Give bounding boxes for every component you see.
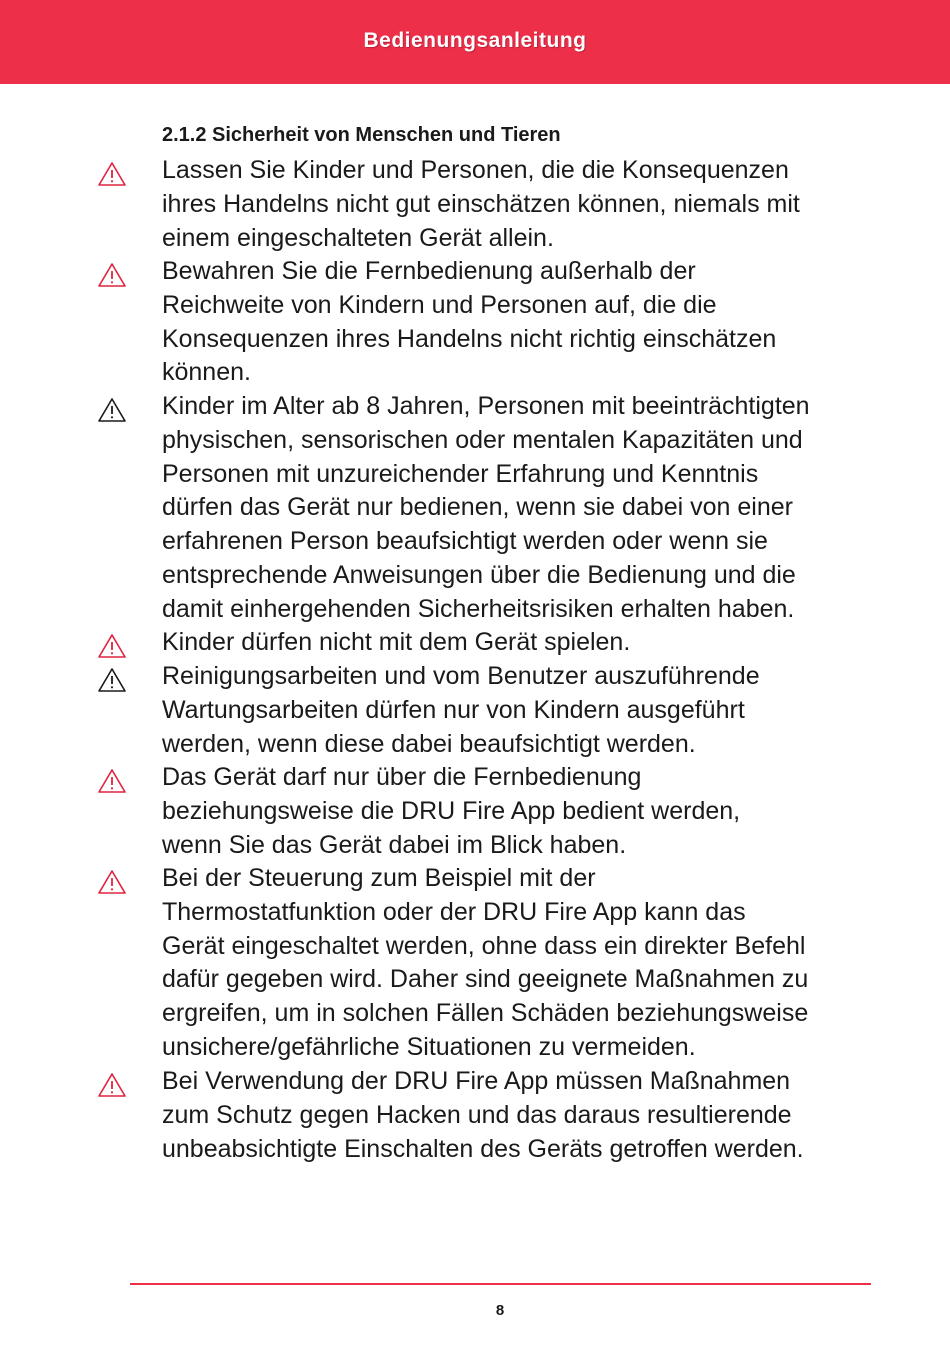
warning-icon xyxy=(97,262,127,288)
warning-icon xyxy=(97,869,127,895)
header-bar xyxy=(0,0,950,84)
warning-text: Bei der Steuerung zum Beispiel mit der Thermostatfunktion oder der DRU Fire App kann das Gerät eingeschaltet werden, ohne dass ein direkter Befehl dafür gegeben wird. Daher sind geeignete Maßnahmen zu ergreifen, um in solchen Fällen Schäden beziehungsweise unsichere/gefährliche Situationen zu vermeiden. xyxy=(162,864,809,1061)
document-title: Bedienungsanleitung xyxy=(363,29,587,52)
warning-icon xyxy=(97,1072,127,1098)
warning-text: Bei Verwendung der DRU Fire App müssen Maßnahmen zum Schutz gegen Hacken und das daraus resultierende unbeabsichtigte Einschalten des Geräts getroffen werden. xyxy=(162,1067,804,1163)
warning-icon xyxy=(97,161,127,187)
warning-text: Kinder dürfen nicht mit dem Gerät spielen. xyxy=(162,628,631,656)
warning-text: Lassen Sie Kinder und Personen, die die Konsequenzen ihres Handelns nicht gut einschätzen können, niemals mit einem eingeschalteten Gerät allein. xyxy=(162,156,800,252)
warning-icon xyxy=(97,397,127,423)
page-number: 8 xyxy=(495,1302,505,1319)
warning-icon xyxy=(97,667,127,693)
warning-text: Das Gerät darf nur über die Fernbedienung beziehungsweise die DRU Fire App bedient werden, wenn Sie das Gerät dabei im Blick haben. xyxy=(162,763,741,859)
warning-icon xyxy=(97,633,127,659)
warning-text: Bewahren Sie die Fernbedienung außerhalb der Reichweite von Kindern und Personen auf, die die Konsequenzen ihres Handelns nicht richtig einschätzen können. xyxy=(162,257,777,387)
section-heading: 2.1.2 Sicherheit von Menschen und Tieren xyxy=(162,124,561,146)
warning-icon xyxy=(97,768,127,794)
warning-text: Kinder im Alter ab 8 Jahren, Personen mit beeinträchtigten physischen, sensorischen oder mentalen Kapazitäten und Personen mit unzureichender Erfahrung und Kenntnis dürfen das Gerät nur bedienen, wenn sie dabei von einer erfahrenen Person beaufsichtigt werden oder wenn sie entsprechende Anweisungen über die Bedienung und die damit einhergehenden Sicherheitsrisiken erhalten haben. xyxy=(162,392,810,623)
warning-text: Reinigungsarbeiten und vom Benutzer auszuführende Wartungsarbeiten dürfen nur von Kindern ausgeführt werden, wenn diese dabei beaufsichtigt werden. xyxy=(162,662,760,758)
footer-divider xyxy=(130,1283,871,1285)
